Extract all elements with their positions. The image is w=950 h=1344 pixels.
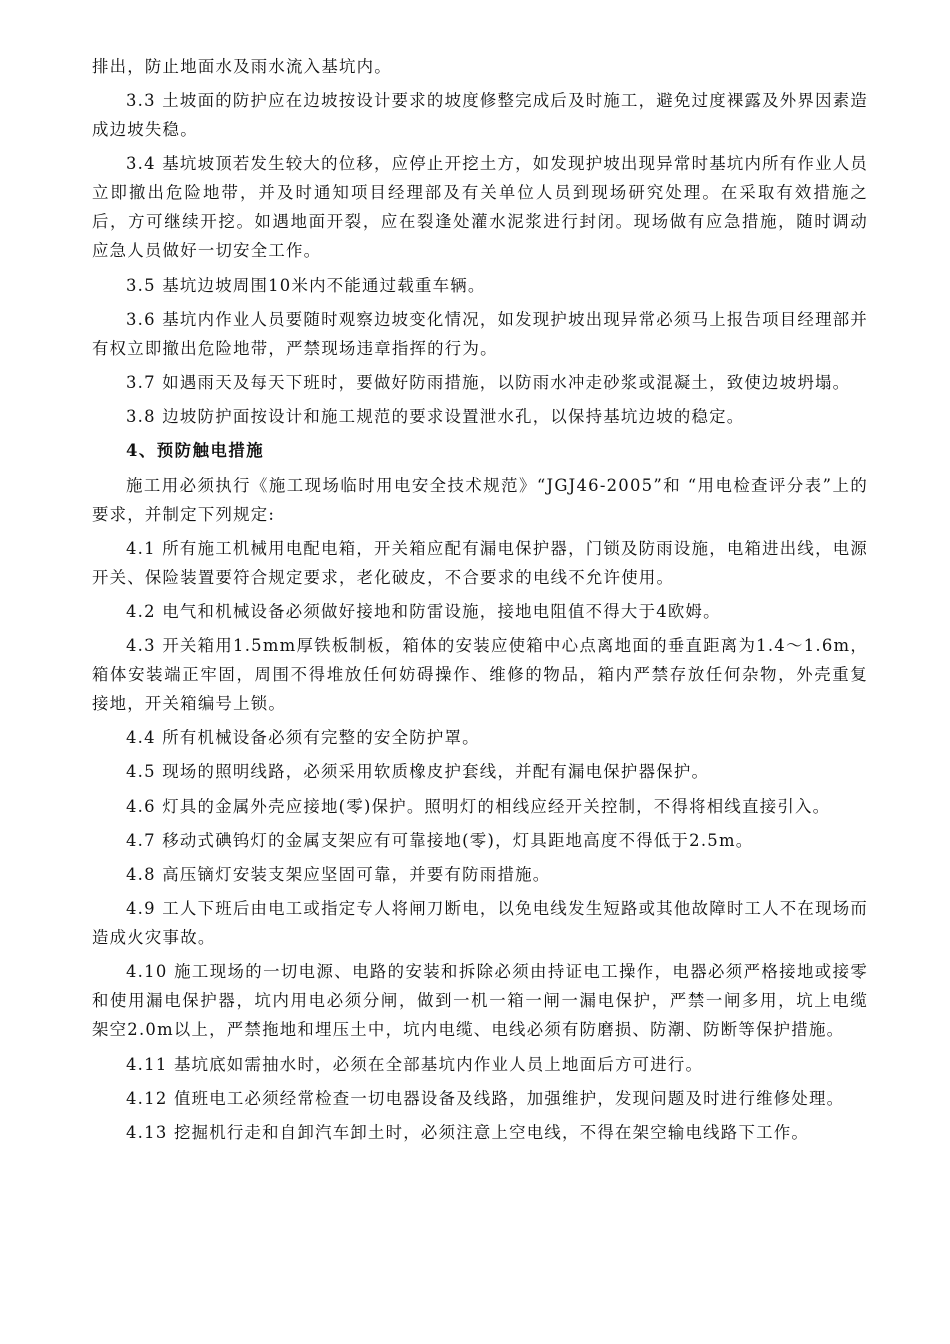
paragraph-3-6: 3.6 基坑内作业人员要随时观察边坡变化情况，如发现护坡出现异常必须马上报告项目经理部并有权立即撤出危险地带，严禁现场违章指挥的行为。 xyxy=(92,309,868,358)
paragraph-4-7: 4.7 移动式碘钨灯的金属支架应有可靠接地(零)，灯具距地高度不得低于2.5m。 xyxy=(126,830,754,850)
paragraph-4-1: 4.1 所有施工机械用电配电箱，开关箱应配有漏电保护器，门锁及防雨设施，电箱进出线，电源开关、保险装置要符合规定要求，老化破皮，不合要求的电线不允许使用。 xyxy=(92,538,868,587)
document-page xyxy=(92,52,868,1152)
paragraph-3-7: 3.7 如遇雨天及每天下班时，要做好防雨措施，以防雨水冲走砂浆或混凝土，致使边坡坍塌。 xyxy=(126,372,851,392)
paragraph-4-13: 4.13 挖掘机行走和自卸汽车卸土时，必须注意上空电线，不得在架空输电线路下工作。 xyxy=(126,1122,810,1142)
paragraph-4-3: 4.3 开关箱用1.5mm厚铁板制板，箱体的安装应使箱中心点离地面的垂直距离为1.4～1.6m，箱体安装端正牢固，周围不得堆放任何妨碍操作、维修的物品，箱内严禁存放任何杂物，外壳重复接地，开关箱编号上锁。 xyxy=(92,636,868,714)
paragraph-4-2: 4.2 电气和机械设备必须做好接地和防雷设施，接地电阻值不得大于4欧姆。 xyxy=(126,601,721,621)
paragraph-4-4: 4.4 所有机械设备必须有完整的安全防护罩。 xyxy=(126,728,480,748)
paragraph-4-12: 4.12 值班电工必须经常检查一切电器设备及线路，加强维护，发现问题及时进行维修处理。 xyxy=(126,1088,845,1108)
paragraph-4-5: 4.5 现场的照明线路，必须采用软质橡皮护套线，并配有漏电保护器保护。 xyxy=(126,762,710,782)
paragraph-3-8: 3.8 边坡防护面按设计和施工规范的要求设置泄水孔，以保持基坑边坡的稳定。 xyxy=(126,407,745,427)
section-heading-4: 4、预防触电措施 xyxy=(126,441,265,461)
paragraph-3-5: 3.5 基坑边坡周围10米内不能通过载重车辆。 xyxy=(126,275,486,295)
paragraph-4-11: 4.11 基坑底如需抽水时，必须在全部基坑内作业人员上地面后方可进行。 xyxy=(126,1054,704,1074)
paragraph-4-8: 4.8 高压镝灯安装支架应坚固可靠，并要有防雨措施。 xyxy=(126,865,551,884)
paragraph-3-4: 3.4 基坑坡顶若发生较大的位移，应停止开挖土方，如发现护坡出现异常时基坑内所有作业人员立即撤出危险地带，并及时通知项目经理部及有关单位人员到现场研究处理。在采取有效措施之后，方可继续开挖。如遇地面开裂，应在裂逢处灌水泥浆进行封闭。现场做有应急措施，随时调动应急人员做好一切安全工作。 xyxy=(92,154,868,261)
paragraph-4-intro: 施工用必须执行《施工现场临时用电安全技术规范》“JGJ46-2005”和 “用电检查评分表”上的要求，并制定下列规定: xyxy=(92,475,868,524)
paragraph-continuation: 排出，防止地面水及雨水流入基坑内。 xyxy=(92,57,392,76)
paragraph-4-10: 4.10 施工现场的一切电源、电路的安装和拆除必须由持证电工操作，电器必须严格接地或接零和使用漏电保护器，坑内用电必须分闸，做到一机一箱一闸一漏电保护，严禁一闸多用，坑上电缆架空2.0m以上，严禁拖地和埋压土中，坑内电缆、电线必须有防磨损、防潮、防断等保护措施。 xyxy=(92,962,868,1040)
paragraph-4-6: 4.6 灯具的金属外壳应接地(零)保护。照明灯的相线应经开关控制，不得将相线直接引入。 xyxy=(126,796,831,816)
paragraph-3-3: 3.3 土坡面的防护应在边坡按设计要求的坡度修整完成后及时施工，避免过度裸露及外界因素造成边坡失稳。 xyxy=(92,91,868,140)
paragraph-4-9: 4.9 工人下班后由电工或指定专人将闸刀断电，以免电线发生短路或其他故障时工人不在现场而造成火灾事故。 xyxy=(92,899,868,948)
